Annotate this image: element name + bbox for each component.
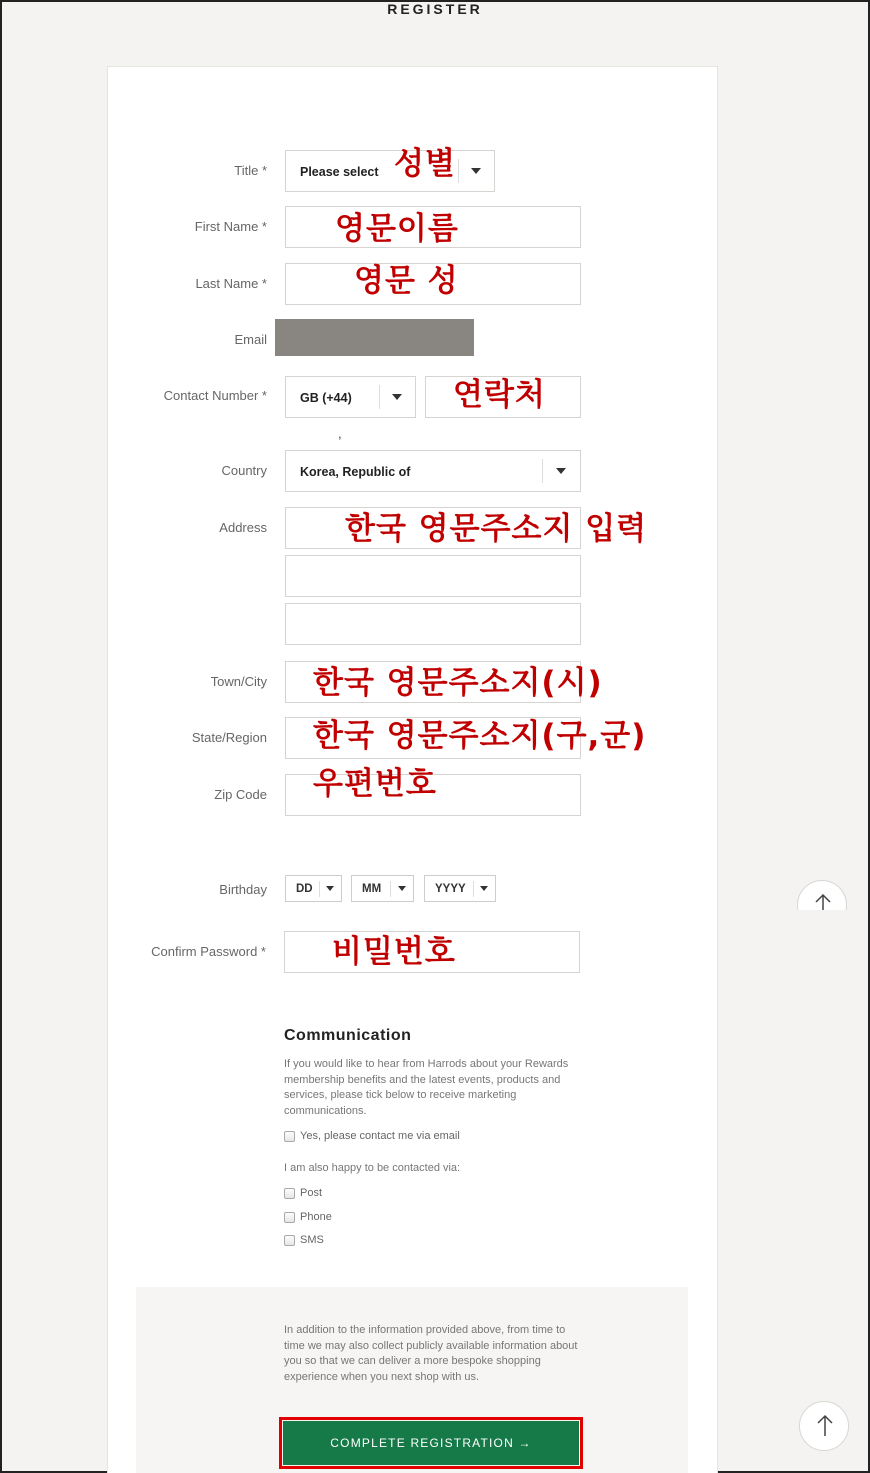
caret-down-icon (398, 886, 406, 891)
town-city-label: Town/City (210, 674, 267, 689)
complete-registration-button[interactable]: COMPLETE REGISTRATION → (283, 1421, 579, 1465)
email-consent-option[interactable] (284, 1130, 460, 1142)
country-label: Country (221, 463, 267, 478)
birthday-label: Birthday (219, 882, 267, 897)
caret-down-icon (471, 168, 481, 174)
select-divider (458, 159, 459, 183)
post-label: Post (300, 1187, 323, 1199)
arrow-up-icon (813, 893, 833, 910)
annotation-state-region: 한국 영문주소지(구,군) (313, 718, 647, 754)
address-label: Address (219, 520, 267, 535)
also-contact-text: I am also happy to be contacted via: (284, 1162, 461, 1174)
title-select-value: Please select (300, 165, 379, 179)
post-option[interactable] (284, 1187, 322, 1199)
country-select[interactable] (285, 450, 581, 492)
select-divider (473, 881, 474, 897)
title-label: Title * (234, 163, 267, 178)
phone-option[interactable] (284, 1211, 332, 1223)
caret-down-icon (556, 468, 566, 474)
select-divider (390, 881, 391, 897)
annotation-zip-code: 우편번호 (313, 766, 437, 802)
annotation-last-name: 영문 성 (354, 263, 459, 299)
address-line-3-input[interactable] (285, 603, 581, 645)
arrow-up-icon (815, 1414, 835, 1438)
title-select[interactable] (285, 150, 495, 192)
data-collection-notice: In addition to the information provided above, from time to time we may also collect publicly available information about you so that we can deliver a more bespoke shopping experience when you next shop with us. (284, 1324, 578, 1383)
birthday-year-select[interactable] (424, 875, 496, 902)
birthday-month-value: MM (362, 883, 382, 895)
select-divider (319, 881, 320, 897)
email-consent-label: Yes, please contact me via email (300, 1130, 460, 1142)
select-divider (542, 459, 543, 483)
sms-option[interactable] (284, 1234, 324, 1246)
confirm-password-label: Confirm Password * (151, 944, 266, 959)
annotation-contact: 연락처 (453, 377, 546, 413)
first-name-label: First Name * (194, 219, 267, 234)
scroll-top-button-ghost[interactable] (797, 880, 847, 910)
page-title: REGISTER (387, 1, 483, 17)
post-checkbox[interactable] (284, 1188, 295, 1199)
birthday-day-select[interactable] (285, 875, 342, 902)
email-consent-checkbox[interactable] (284, 1131, 295, 1142)
country-code-value: GB (+44) (300, 391, 352, 405)
scroll-top-button[interactable] (799, 1401, 849, 1451)
annotation-address: 한국 영문주소지 입력 (345, 511, 648, 547)
birthday-year-value: YYYY (435, 883, 466, 895)
annotation-first-name: 영문이름 (335, 211, 459, 247)
caret-down-icon (392, 394, 402, 400)
state-region-label: State/Region (191, 730, 267, 745)
communication-intro: If you would like to hear from Harrods about your Rewards membership benefits and the latest events, products and services, please tick below to receive marketing communications. (284, 1058, 569, 1117)
address-line-2-input[interactable] (285, 555, 581, 597)
email-field-redacted[interactable] (275, 319, 474, 356)
annotation-town-city: 한국 영문주소지(시) (313, 665, 603, 701)
communication-heading: Communication (284, 1027, 412, 1044)
country-select-value: Korea, Republic of (300, 465, 411, 479)
birthday-day-value: DD (296, 883, 313, 895)
last-name-label: Last Name * (195, 276, 267, 291)
phone-checkbox[interactable] (284, 1212, 295, 1223)
caret-down-icon (326, 886, 334, 891)
sms-label: SMS (300, 1234, 324, 1246)
select-divider (379, 385, 380, 409)
contact-number-label: Contact Number * (163, 388, 267, 403)
country-code-select[interactable] (285, 376, 416, 418)
stray-comma: , (338, 426, 342, 441)
phone-label: Phone (300, 1211, 332, 1223)
annotation-password: 비밀번호 (332, 934, 456, 970)
scroll-top-button-partial[interactable] (797, 880, 849, 910)
caret-down-icon (480, 886, 488, 891)
email-label: Email (234, 332, 267, 347)
annotation-title: 성별 (394, 146, 456, 182)
zip-code-label: Zip Code (214, 787, 267, 802)
birthday-month-select[interactable] (351, 875, 414, 902)
sms-checkbox[interactable] (284, 1235, 295, 1246)
